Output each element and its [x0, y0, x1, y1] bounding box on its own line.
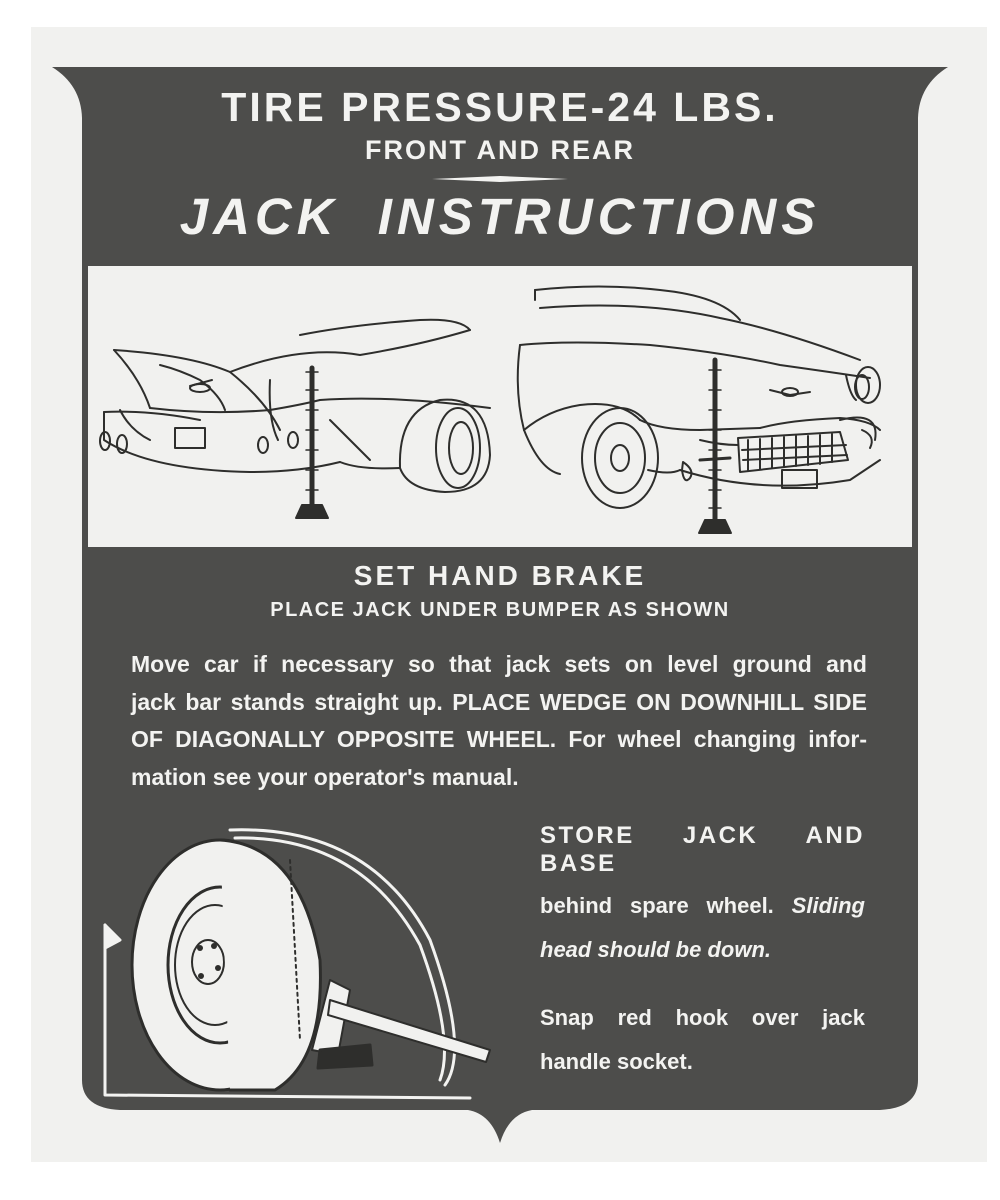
store-text-italic: Sliding	[791, 893, 865, 918]
paragraph-line: jack bar stands straight up. PLACE WEDGE ON DOWNHILL SIDE	[131, 688, 867, 715]
store-jack-block	[540, 822, 865, 972]
hand-brake-heading: SET HAND BRAKE	[353, 560, 647, 591]
paragraph-line: OF DIAGONALLY OPPOSITE WHEEL. For wheel changing infor-	[131, 726, 867, 752]
tire-pressure-heading: TIRE PRESSURE-24 LBS.	[221, 84, 779, 130]
place-jack-subheading: PLACE JACK UNDER BUMPER AS SHOWN	[270, 599, 730, 621]
store-jack-line-italic: head should be down.	[540, 937, 771, 962]
jack-instructions-title: JACK INSTRUCTIONS	[179, 188, 821, 245]
front-rear-subheading: FRONT AND REAR	[365, 135, 635, 165]
store-text: behind spare wheel.	[540, 893, 774, 918]
store-jack-heading: STORE JACK AND BASE	[540, 822, 865, 877]
illustration-window	[88, 266, 912, 547]
snap-hook-line: handle socket.	[540, 1049, 693, 1074]
snap-hook-block	[540, 996, 865, 1084]
paragraph-line: mation see your operator's manual.	[131, 763, 519, 790]
paragraph-line: Move car if necessary so that jack sets on level ground and	[131, 651, 867, 677]
snap-hook-line: Snap red hook over jack	[540, 1005, 865, 1030]
store-jack-line	[540, 884, 865, 928]
instructions-paragraph	[131, 646, 867, 796]
